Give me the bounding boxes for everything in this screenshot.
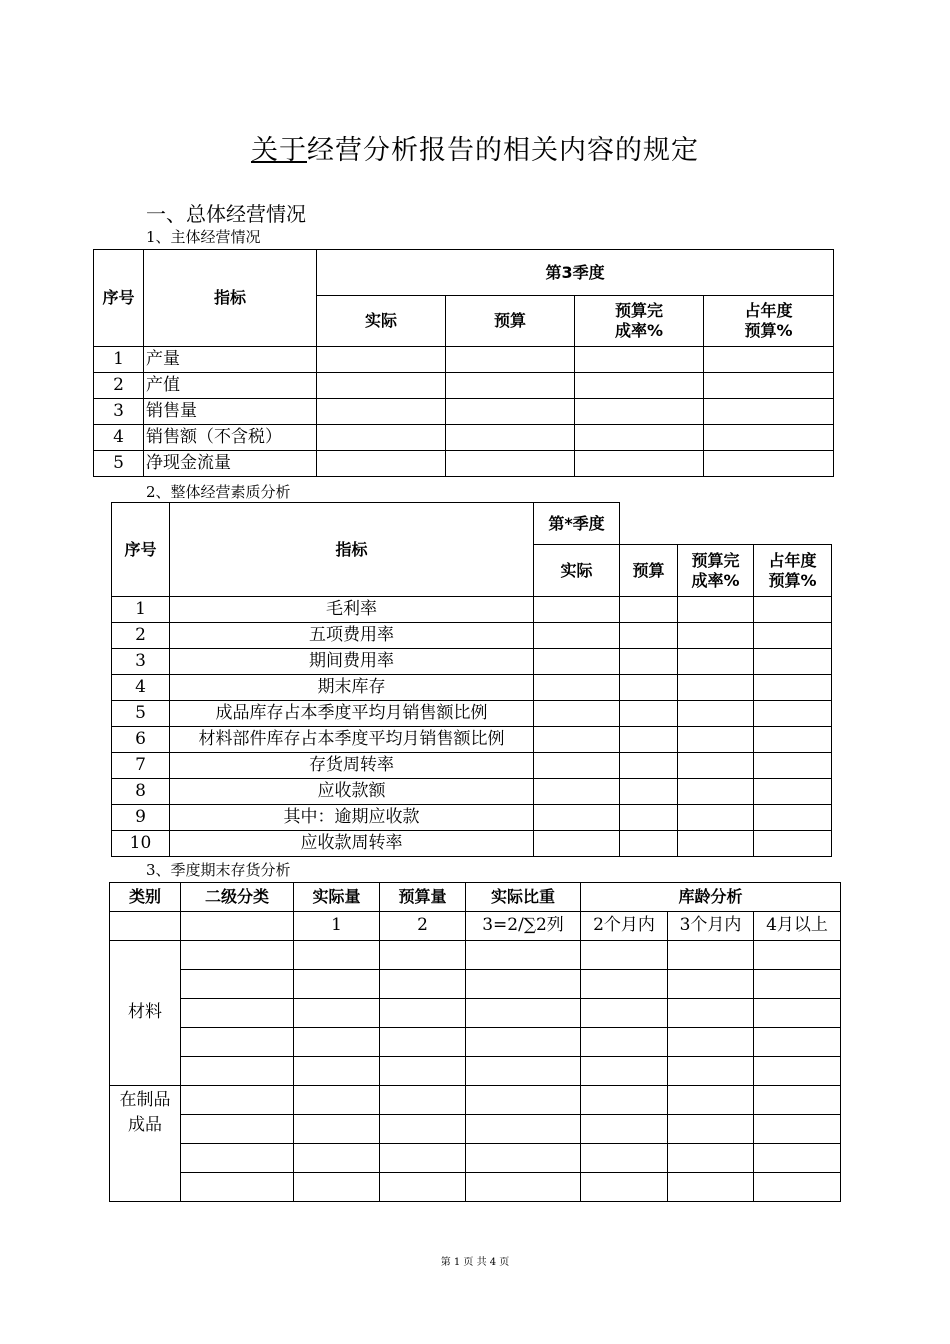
row-no: 1 — [94, 347, 144, 373]
cell[interactable] — [534, 831, 620, 857]
row-no: 6 — [112, 727, 170, 753]
table-row — [94, 373, 834, 399]
cell[interactable] — [678, 649, 754, 675]
operating-quality-table — [111, 502, 832, 857]
row-item: 成品库存占本季度平均月销售额比例 — [170, 701, 534, 727]
cell[interactable] — [317, 347, 446, 373]
inventory-analysis-table — [109, 882, 841, 1202]
cell[interactable] — [678, 597, 754, 623]
col-header-category: 类别 — [110, 883, 181, 912]
row-no: 7 — [112, 753, 170, 779]
col-header-completion-rate: 预算完 成率% — [575, 296, 704, 347]
table-row — [112, 675, 832, 701]
row-item: 净现金流量 — [144, 451, 317, 477]
category-wip: 在制品 — [110, 1086, 181, 1115]
cell[interactable] — [534, 597, 620, 623]
cell[interactable] — [704, 451, 834, 477]
cell[interactable] — [620, 701, 678, 727]
cell[interactable] — [678, 675, 754, 701]
col-header-actual: 实际 — [534, 545, 620, 597]
cell[interactable] — [754, 753, 832, 779]
col-header-subcategory: 二级分类 — [181, 883, 294, 912]
cell[interactable] — [620, 779, 678, 805]
cell[interactable] — [678, 779, 754, 805]
cell[interactable] — [575, 373, 704, 399]
row-item: 其中：逾期应收款 — [170, 805, 534, 831]
row-no: 4 — [94, 425, 144, 451]
table-row — [110, 941, 841, 970]
table-row — [94, 425, 834, 451]
cell[interactable] — [317, 451, 446, 477]
table-row — [112, 727, 832, 753]
cell[interactable] — [754, 805, 832, 831]
cell[interactable] — [317, 373, 446, 399]
cell[interactable] — [754, 623, 832, 649]
row-item: 期间费用率 — [170, 649, 534, 675]
cell[interactable] — [620, 675, 678, 701]
col-header-quarter: 第*季度 — [534, 503, 620, 545]
row-no: 2 — [94, 373, 144, 399]
cell[interactable] — [446, 399, 575, 425]
cell[interactable] — [620, 727, 678, 753]
cell[interactable] — [704, 373, 834, 399]
row-item: 存货周转率 — [170, 753, 534, 779]
cell[interactable] — [620, 649, 678, 675]
table-row — [110, 1115, 841, 1144]
col-header-item: 指标 — [144, 250, 317, 347]
cell[interactable] — [534, 779, 620, 805]
cell[interactable] — [534, 753, 620, 779]
table2-caption: 2、整体经营素质分析 — [146, 483, 291, 501]
cell[interactable] — [678, 805, 754, 831]
title-underlined: 关于 — [251, 135, 307, 166]
cell[interactable] — [534, 623, 620, 649]
cell[interactable] — [534, 649, 620, 675]
col-header-annual-share: 占年度 预算% — [704, 296, 834, 347]
cell[interactable] — [317, 425, 446, 451]
row-item: 产量 — [144, 347, 317, 373]
table-row — [110, 1173, 841, 1202]
cell[interactable] — [446, 373, 575, 399]
cell[interactable] — [754, 701, 832, 727]
cell[interactable] — [534, 701, 620, 727]
table-row — [110, 1144, 841, 1173]
cell[interactable] — [446, 451, 575, 477]
table-row — [110, 1028, 841, 1057]
cell[interactable] — [534, 675, 620, 701]
col-header-budget-qty: 预算量 — [380, 883, 466, 912]
table-row — [110, 970, 841, 999]
cell[interactable] — [678, 753, 754, 779]
row-item: 销售量 — [144, 399, 317, 425]
col-header-actual-ratio: 实际比重 — [466, 883, 581, 912]
row-item: 五项费用率 — [170, 623, 534, 649]
table-row — [112, 623, 832, 649]
cell[interactable] — [704, 399, 834, 425]
document-title — [0, 128, 950, 167]
cell[interactable] — [575, 451, 704, 477]
row-no: 10 — [112, 831, 170, 857]
table-row — [112, 649, 832, 675]
cell[interactable] — [704, 425, 834, 451]
row-item: 应收款额 — [170, 779, 534, 805]
cell[interactable] — [620, 753, 678, 779]
row-no: 3 — [112, 649, 170, 675]
row-no: 3 — [94, 399, 144, 425]
cell[interactable] — [620, 623, 678, 649]
cell[interactable] — [754, 831, 832, 857]
cell[interactable] — [620, 597, 678, 623]
col-header-annual-share: 占年度 预算% — [754, 545, 832, 597]
cell[interactable] — [317, 399, 446, 425]
row-no: 9 — [112, 805, 170, 831]
table-row — [112, 701, 832, 727]
table-row — [112, 753, 832, 779]
col-number-2: 2 — [380, 912, 466, 941]
cell[interactable] — [678, 727, 754, 753]
section-heading-1: 一、总体经营情况 — [146, 202, 306, 226]
table-row — [110, 999, 841, 1028]
cell[interactable] — [678, 701, 754, 727]
col-header-budget: 预算 — [446, 296, 575, 347]
row-item: 期末库存 — [170, 675, 534, 701]
cell[interactable] — [620, 831, 678, 857]
cell[interactable] — [534, 727, 620, 753]
col-header-actual: 实际 — [317, 296, 446, 347]
cell[interactable] — [754, 675, 832, 701]
table-row — [112, 779, 832, 805]
table-row — [112, 831, 832, 857]
cell[interactable] — [754, 597, 832, 623]
row-no: 1 — [112, 597, 170, 623]
age-3-months: 3个月内 — [668, 912, 754, 941]
row-no: 2 — [112, 623, 170, 649]
cell[interactable] — [754, 779, 832, 805]
table-row — [94, 347, 834, 373]
cell[interactable] — [575, 425, 704, 451]
row-item: 产值 — [144, 373, 317, 399]
table-row — [112, 597, 832, 623]
row-no: 8 — [112, 779, 170, 805]
col-formula: 3=2/∑2列 — [466, 912, 581, 941]
row-item: 应收款周转率 — [170, 831, 534, 857]
table-row — [110, 1057, 841, 1086]
table-row — [94, 451, 834, 477]
cell[interactable] — [575, 347, 704, 373]
col-header-no: 序号 — [112, 503, 170, 597]
category-finished: 成品 — [110, 1115, 181, 1202]
row-no: 5 — [112, 701, 170, 727]
cell[interactable] — [754, 649, 832, 675]
age-2-months: 2个月内 — [581, 912, 668, 941]
table3-caption: 3、季度期末存货分析 — [146, 861, 291, 879]
col-header-item: 指标 — [170, 503, 534, 597]
title-rest: 经营分析报告的相关内容的规定 — [307, 135, 699, 166]
cell[interactable] — [534, 805, 620, 831]
age-4-plus-months: 4月以上 — [754, 912, 841, 941]
col-header-budget: 预算 — [620, 545, 678, 597]
col-header-actual-qty: 实际量 — [294, 883, 380, 912]
table-row — [110, 1086, 841, 1115]
cell[interactable] — [678, 831, 754, 857]
row-no: 4 — [112, 675, 170, 701]
col-header-age-analysis: 库龄分析 — [581, 883, 841, 912]
cell[interactable] — [446, 425, 575, 451]
cell[interactable] — [446, 347, 575, 373]
table-row — [112, 805, 832, 831]
row-item: 毛利率 — [170, 597, 534, 623]
main-operations-table — [93, 249, 834, 477]
row-item: 销售额（不含税） — [144, 425, 317, 451]
cell[interactable] — [575, 399, 704, 425]
cell[interactable] — [754, 727, 832, 753]
col-header-completion-rate: 预算完 成率% — [678, 545, 754, 597]
col-header-no: 序号 — [94, 250, 144, 347]
cell[interactable] — [620, 805, 678, 831]
page-footer: 第 1 页 共 4 页 — [440, 1257, 510, 1268]
col-header-quarter: 第3季度 — [317, 250, 834, 296]
table-row — [94, 399, 834, 425]
cell[interactable] — [704, 347, 834, 373]
category-material: 材料 — [110, 941, 181, 1086]
row-no: 5 — [94, 451, 144, 477]
row-item: 材料部件库存占本季度平均月销售额比例 — [170, 727, 534, 753]
col-number-1: 1 — [294, 912, 380, 941]
cell[interactable] — [678, 623, 754, 649]
table1-caption: 1、主体经营情况 — [146, 228, 261, 246]
